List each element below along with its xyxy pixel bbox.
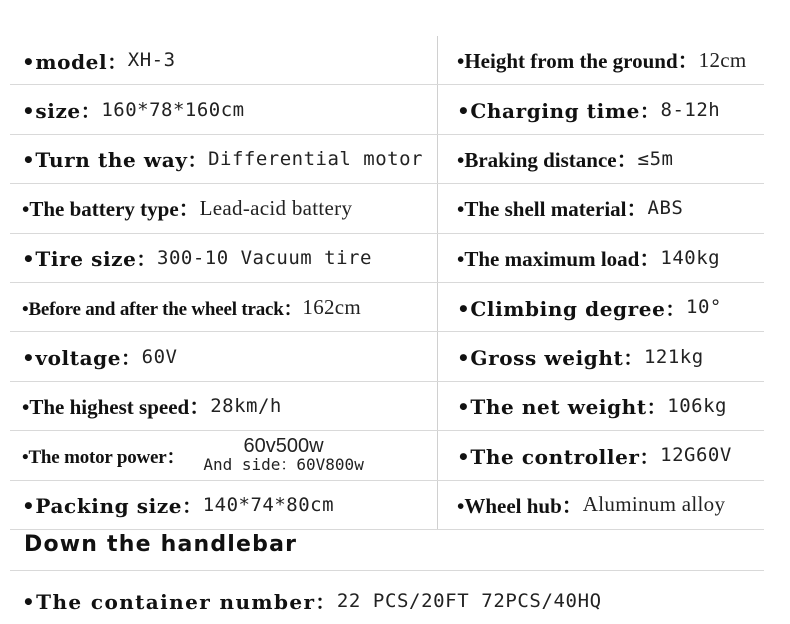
spec-table [10,36,764,530]
spec-cell-highest-speed [10,382,438,430]
spec-label: •Before and after the wheel track： [22,298,303,320]
spec-row [10,85,764,134]
spec-label: •The highest speed： [22,394,211,419]
spec-cell-tire-size [10,234,438,282]
spec-row [10,234,764,283]
spec-value: 60V [141,345,178,368]
spec-label: •Turn the way： [22,148,209,173]
spec-cell-gross-weight [438,332,764,380]
spec-cell-ground-height [438,36,764,84]
spec-value: Aluminum alloy [582,492,726,517]
spec-row [10,36,764,85]
spec-label: •The controller： [457,444,661,469]
spec-label: •Wheel hub： [457,493,583,518]
spec-value: XH-3 [127,49,176,72]
spec-value: 140*74*80cm [202,493,335,516]
spec-value: 106kg [667,394,727,417]
spec-row [10,481,764,530]
spec-label: •The motor power： [22,446,186,468]
spec-row [10,184,764,233]
spec-value: Lead-acid battery [199,195,353,220]
divider [10,570,764,571]
spec-cell-maximum-load [438,234,764,282]
spec-cell-wheel-track [10,283,438,331]
spec-value: 140kg [660,246,721,269]
spec-row [10,431,764,480]
spec-cell-size [10,85,438,133]
spec-cell-charging-time [438,85,764,133]
spec-label: •The net weight： [457,395,668,420]
spec-row [10,135,764,184]
spec-row [10,332,764,381]
spec-cell-climbing-degree [438,283,764,331]
spec-cell-model [10,36,438,84]
spec-label: •Climbing degree： [457,296,687,321]
spec-cell-net-weight [438,382,764,430]
spec-cell-shell-material [438,184,764,232]
spec-value: 12G60V [660,444,732,467]
spec-cell-packing-size [10,481,438,529]
section-heading: Down the handlebar [24,532,298,557]
spec-label: •Charging time： [457,99,661,124]
spec-value: ABS [647,197,684,220]
spec-label: •The maximum load： [457,246,661,271]
spec-cell-braking-distance [438,135,764,183]
spec-label: •model： [22,49,128,74]
spec-value: 162cm [302,294,362,319]
spec-cell-motor-power [10,431,438,479]
spec-cell-battery-type [10,184,438,232]
spec-value: 28km/h [210,394,282,417]
spec-value: 8-12h [660,98,721,121]
spec-value: 160*78*160cm [101,98,245,121]
spec-label: •The shell material： [457,197,648,222]
spec-row [10,382,764,431]
spec-cell-wheel-hub [438,481,764,529]
spec-cell-voltage [10,332,438,380]
spec-value: 121kg [643,345,704,368]
spec-value-secondary: And side：60V800w [203,455,364,475]
spec-cell-controller [438,431,764,479]
spec-value: 300-10 Vacuum tire [157,246,372,269]
spec-value: ≤5m [637,147,674,170]
container-label: •The container number： [22,590,337,614]
spec-row [10,283,764,332]
spec-value: 10° [686,296,722,319]
spec-label: •Gross weight： [457,346,644,371]
spec-label: •Tire size： [22,247,158,272]
motor-power-values [203,436,364,474]
spec-label: •voltage： [22,346,142,371]
spec-value: Differential motor [208,147,423,170]
container-value: 22 PCS/20FT 72PCS/40HQ [336,589,602,612]
spec-label: •Height from the ground： [457,49,699,74]
container-number-row [22,586,602,615]
spec-label: •Braking distance： [457,147,638,172]
spec-label: •size： [22,99,102,124]
spec-cell-turn-way [10,135,438,183]
spec-label: •The battery type： [22,197,200,222]
spec-value-primary: 60v500w [243,435,324,458]
spec-value: 12cm [698,47,747,72]
spec-label: •Packing size： [22,494,203,519]
